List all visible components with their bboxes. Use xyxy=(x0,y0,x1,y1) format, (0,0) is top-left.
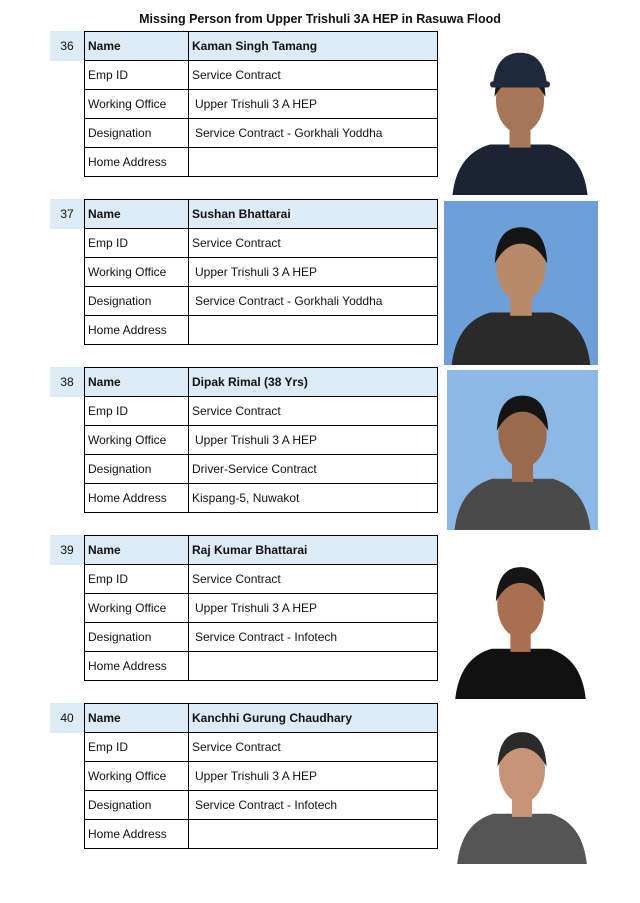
table-row xyxy=(85,119,438,148)
person-name: Sushan Bhattarai xyxy=(189,200,438,229)
person-photo xyxy=(445,37,595,195)
portrait-image xyxy=(448,542,593,699)
emp-id-value: Service Contract xyxy=(189,733,438,762)
name-label: Name xyxy=(85,704,189,733)
table-row xyxy=(85,652,438,681)
portrait-image xyxy=(444,201,598,365)
table-row xyxy=(85,565,438,594)
table-row xyxy=(85,820,438,849)
table-row xyxy=(85,426,438,455)
person-name: Kanchhi Gurung Chaudhary xyxy=(189,704,438,733)
person-record xyxy=(50,535,600,693)
page-title: Missing Person from Upper Trishuli 3A HEP in Rasuwa Flood xyxy=(139,12,501,26)
table-row xyxy=(85,791,438,820)
table-row xyxy=(85,762,438,791)
table-row xyxy=(85,316,438,345)
name-label: Name xyxy=(85,368,189,397)
record-number: 37 xyxy=(50,199,84,229)
working-office-value: Upper Trishuli 3 A HEP xyxy=(189,90,438,119)
table-row xyxy=(85,455,438,484)
designation-value: Service Contract - Gorkhali Yoddha xyxy=(189,119,438,148)
table-row xyxy=(85,704,438,733)
person-info-table xyxy=(84,367,438,513)
person-photo xyxy=(447,370,598,530)
person-info-table xyxy=(84,31,438,177)
emp-id-value: Service Contract xyxy=(189,397,438,426)
designation-label: Designation xyxy=(85,287,189,316)
table-row xyxy=(85,90,438,119)
person-record xyxy=(50,703,600,861)
working-office-value: Upper Trishuli 3 A HEP xyxy=(189,426,438,455)
table-row xyxy=(85,484,438,513)
home-address-label: Home Address xyxy=(85,652,189,681)
working-office-label: Working Office xyxy=(85,594,189,623)
designation-label: Designation xyxy=(85,791,189,820)
designation-value: Service Contract - Gorkhali Yoddha xyxy=(189,287,438,316)
table-row xyxy=(85,200,438,229)
person-info-table xyxy=(84,199,438,345)
emp-id-value: Service Contract xyxy=(189,229,438,258)
name-label: Name xyxy=(85,32,189,61)
portrait-cap-brim xyxy=(490,81,550,87)
record-number: 39 xyxy=(50,535,84,565)
home-address-value xyxy=(189,652,438,681)
table-row xyxy=(85,61,438,90)
emp-id-label: Emp ID xyxy=(85,733,189,762)
table-row xyxy=(85,594,438,623)
home-address-value xyxy=(189,820,438,849)
home-address-label: Home Address xyxy=(85,820,189,849)
home-address-label: Home Address xyxy=(85,484,189,513)
table-row xyxy=(85,397,438,426)
table-row xyxy=(85,733,438,762)
portrait-image xyxy=(450,707,594,864)
working-office-value: Upper Trishuli 3 A HEP xyxy=(189,762,438,791)
table-row xyxy=(85,229,438,258)
working-office-label: Working Office xyxy=(85,258,189,287)
working-office-value: Upper Trishuli 3 A HEP xyxy=(189,258,438,287)
table-row xyxy=(85,368,438,397)
person-record xyxy=(50,199,600,357)
name-label: Name xyxy=(85,536,189,565)
table-row xyxy=(85,258,438,287)
working-office-value: Upper Trishuli 3 A HEP xyxy=(189,594,438,623)
person-info-table xyxy=(84,703,438,849)
designation-value: Driver-Service Contract xyxy=(189,455,438,484)
table-row xyxy=(85,536,438,565)
emp-id-value: Service Contract xyxy=(189,565,438,594)
designation-label: Designation xyxy=(85,119,189,148)
person-record xyxy=(50,31,600,189)
person-name: Raj Kumar Bhattarai xyxy=(189,536,438,565)
person-info-table xyxy=(84,535,438,681)
table-row xyxy=(85,287,438,316)
emp-id-label: Emp ID xyxy=(85,565,189,594)
record-number: 36 xyxy=(50,31,84,61)
portrait-image xyxy=(445,37,595,195)
table-row xyxy=(85,148,438,177)
emp-id-label: Emp ID xyxy=(85,229,189,258)
person-name: Dipak Rimal (38 Yrs) xyxy=(189,368,438,397)
emp-id-value: Service Contract xyxy=(189,61,438,90)
person-photo xyxy=(450,707,594,864)
record-number: 40 xyxy=(50,703,84,733)
emp-id-label: Emp ID xyxy=(85,61,189,90)
designation-label: Designation xyxy=(85,455,189,484)
person-photo xyxy=(448,542,593,699)
designation-label: Designation xyxy=(85,623,189,652)
name-label: Name xyxy=(85,200,189,229)
home-address-value xyxy=(189,148,438,177)
working-office-label: Working Office xyxy=(85,762,189,791)
home-address-value xyxy=(189,316,438,345)
person-photo xyxy=(444,201,598,365)
designation-value: Service Contract - Infotech xyxy=(189,791,438,820)
working-office-label: Working Office xyxy=(85,90,189,119)
portrait-image xyxy=(447,370,598,530)
table-row xyxy=(85,32,438,61)
home-address-value: Kispang-5, Nuwakot xyxy=(189,484,438,513)
working-office-label: Working Office xyxy=(85,426,189,455)
designation-value: Service Contract - Infotech xyxy=(189,623,438,652)
home-address-label: Home Address xyxy=(85,148,189,177)
person-record xyxy=(50,367,600,525)
record-number: 38 xyxy=(50,367,84,397)
person-name: Kaman Singh Tamang xyxy=(189,32,438,61)
home-address-label: Home Address xyxy=(85,316,189,345)
table-row xyxy=(85,623,438,652)
emp-id-label: Emp ID xyxy=(85,397,189,426)
